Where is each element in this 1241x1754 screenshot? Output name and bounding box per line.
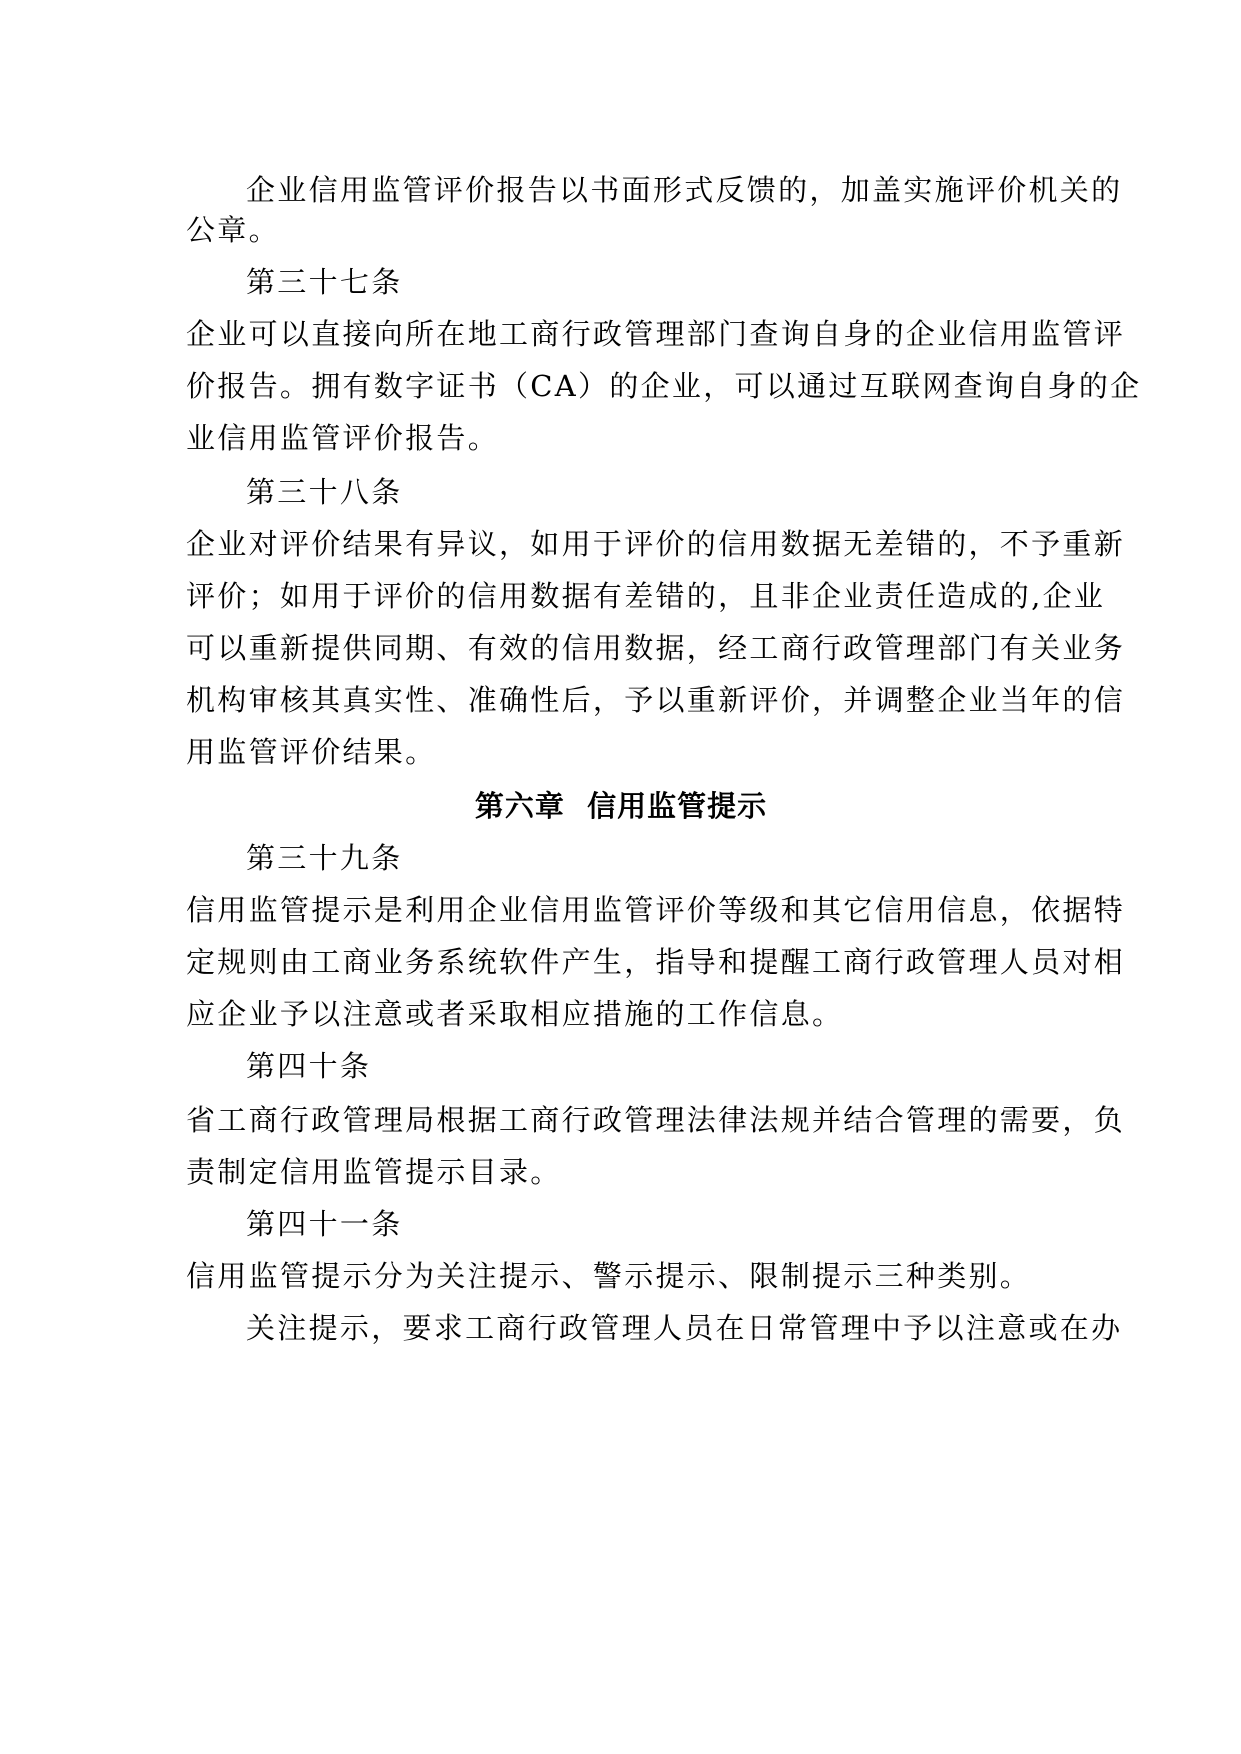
article-heading: 第四十条 bbox=[246, 1049, 372, 1083]
chapter-heading: 第六章 信用监管提示 bbox=[474, 789, 768, 823]
paragraph-line: 应企业予以注意或者采取相应措施的工作信息。 bbox=[186, 997, 844, 1031]
paragraph-line: 评价；如用于评价的信用数据有差错的，且非企业责任造成的,企业 bbox=[186, 579, 1106, 613]
paragraph-line: 可以重新提供同期、有效的信用数据，经工商行政管理部门有关业务 bbox=[186, 631, 1126, 665]
article-heading: 第三十八条 bbox=[246, 475, 403, 509]
paragraph-line: 用监管评价结果。 bbox=[186, 735, 437, 769]
article-heading: 第四十一条 bbox=[246, 1207, 403, 1241]
paragraph-line: 省工商行政管理局根据工商行政管理法律法规并结合管理的需要，负 bbox=[186, 1103, 1126, 1137]
paragraph-line: 机构审核其真实性、准确性后，予以重新评价，并调整企业当年的信 bbox=[186, 683, 1126, 717]
paragraph-line: 关注提示，要求工商行政管理人员在日常管理中予以注意或在办 bbox=[246, 1311, 1123, 1345]
article-heading: 第三十七条 bbox=[246, 265, 403, 299]
paragraph-line: 公章。 bbox=[186, 213, 280, 247]
paragraph-line: 信用监管提示分为关注提示、警示提示、限制提示三种类别。 bbox=[186, 1259, 1032, 1293]
paragraph-line: 企业可以直接向所在地工商行政管理部门查询自身的企业信用监管评 bbox=[186, 317, 1126, 351]
paragraph-line: 企业对评价结果有异议，如用于评价的信用数据无差错的，不予重新 bbox=[186, 527, 1126, 561]
paragraph-line: 企业信用监管评价报告以书面形式反馈的，加盖实施评价机关的 bbox=[246, 173, 1123, 207]
paragraph-line: 信用监管提示是利用企业信用监管评价等级和其它信用信息，依据特 bbox=[186, 893, 1126, 927]
paragraph-line: 责制定信用监管提示目录。 bbox=[186, 1155, 562, 1189]
paragraph-line: 定规则由工商业务系统软件产生，指导和提醒工商行政管理人员对相 bbox=[186, 945, 1126, 979]
article-heading: 第三十九条 bbox=[246, 841, 403, 875]
paragraph-line: 业信用监管评价报告。 bbox=[186, 421, 500, 455]
paragraph-line: 价报告。拥有数字证书（CA）的企业，可以通过互联网查询自身的企 bbox=[186, 369, 1142, 403]
